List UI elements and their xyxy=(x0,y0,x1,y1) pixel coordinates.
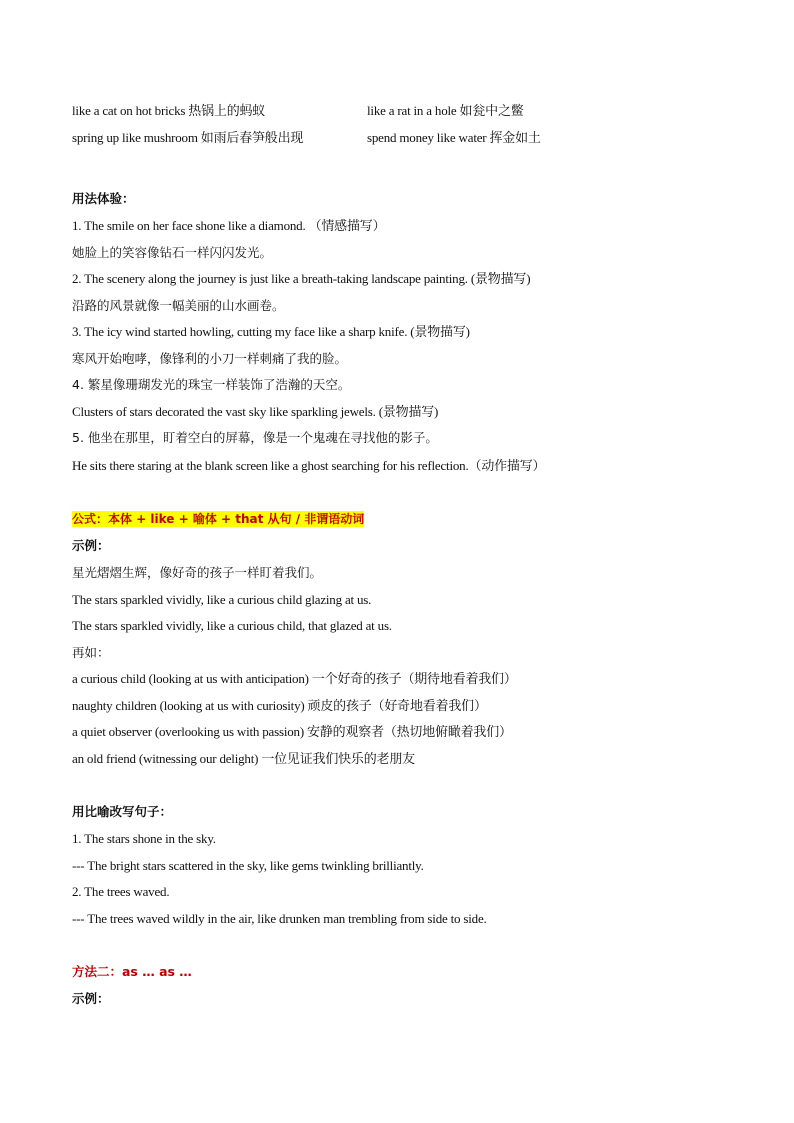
rewrite-line: --- The trees waved wildly in the air, like drunken man trembling from side to side. xyxy=(72,911,487,926)
more-line: a curious child (looking at us with anticipation) 一个好奇的孩子（期待地看着我们） xyxy=(72,671,517,686)
usage-line: Clusters of stars decorated the vast sky like sparkling jewels. (景物描写) xyxy=(72,404,439,419)
usage-line: 寒风开始咆哮，像锋利的小刀一样刺痛了我的脸。 xyxy=(72,351,348,366)
usage-line: 2. The scenery along the journey is just like a breath-taking landscape painting. (景物描写) xyxy=(72,271,531,286)
usage-line: 1. The smile on her face shone like a diamond. （情感描写） xyxy=(72,218,386,233)
rewrite-line: 2. The trees waved. xyxy=(72,884,170,899)
example-line: 星光熠熠生辉，像好奇的孩子一样盯着我们。 xyxy=(72,565,323,580)
usage-line: 她脸上的笑容像钻石一样闪闪发光。 xyxy=(72,245,273,260)
usage-line: 4. 繁星像珊瑚发光的珠宝一样装饰了浩瀚的天空。 xyxy=(72,377,351,392)
example-line: The stars sparkled vividly, like a curious child glazing at us. xyxy=(72,592,372,607)
more-line: naughty children (looking at us with curiosity) 顽皮的孩子（好奇地看着我们） xyxy=(72,698,487,713)
more-line: a quiet observer (overlooking us with passion) 安静的观察者（热切地俯瞰着我们） xyxy=(72,724,512,739)
method2-example-heading: 示例： xyxy=(72,991,110,1006)
rewrite-line: --- The bright stars scattered in the sky, like gems twinkling brilliantly. xyxy=(72,858,424,873)
rewrite-heading: 用比喻改写句子： xyxy=(72,804,173,819)
idiom-left-2: spring up like mushroom 如雨后春笋般出现 xyxy=(72,130,304,145)
formula-line xyxy=(72,511,364,527)
rewrite-line: 1. The stars shone in the sky. xyxy=(72,831,216,846)
usage-line: 3. The icy wind started howling, cutting my face like a sharp knife. (景物描写) xyxy=(72,324,470,339)
idiom-right-2: spend money like water 挥金如土 xyxy=(367,130,541,145)
usage-heading: 用法体验： xyxy=(72,191,135,206)
formula-highlight: 公式：本体 + like + 喻体 + that 从句 / 非谓语动词 xyxy=(72,512,365,526)
method2-heading: 方法二：as … as … xyxy=(72,964,192,979)
idiom-left-1: like a cat on hot bricks 热锅上的蚂蚁 xyxy=(72,103,266,118)
more-heading: 再如： xyxy=(72,645,110,660)
usage-line: 5. 他坐在那里，盯着空白的屏幕，像是一个鬼魂在寻找他的影子。 xyxy=(72,430,438,445)
usage-line: He sits there staring at the blank screen like a ghost searching for his reflection.（动作描写） xyxy=(72,458,546,473)
idiom-right-1: like a rat in a hole 如瓮中之鳖 xyxy=(367,103,524,118)
example-heading: 示例： xyxy=(72,538,110,553)
more-line: an old friend (witnessing our delight) 一位见证我们快乐的老朋友 xyxy=(72,751,415,766)
usage-line: 沿路的风景就像一幅美丽的山水画卷。 xyxy=(72,298,285,313)
example-line: The stars sparkled vividly, like a curious child, that glazed at us. xyxy=(72,618,392,633)
